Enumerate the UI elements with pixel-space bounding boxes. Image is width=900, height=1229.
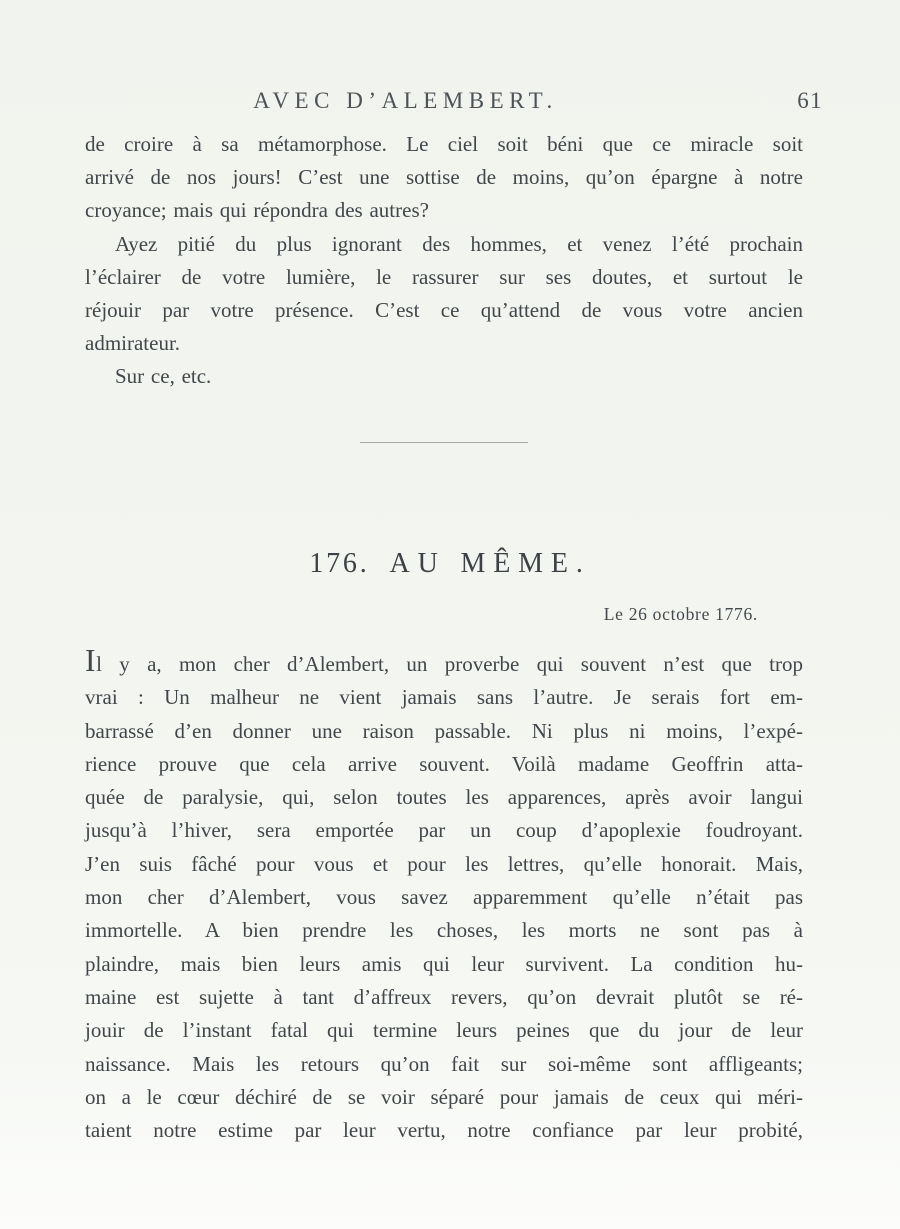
text-line: immortelle. A bien prendre les choses, les morts ne sont pas à: [85, 918, 803, 943]
text-line: jouir de l’instant fatal qui termine leurs peines que du jour de leur: [85, 1018, 803, 1043]
page-number: 61: [797, 88, 823, 113]
text-line: croyance; mais qui répondra des autres?: [85, 198, 429, 223]
letter-heading: [0, 548, 900, 580]
text-line: Il y a, mon cher d’Alembert, un proverbe qui souvent n’est que trop: [85, 643, 803, 678]
letter-date: Le 26 octobre 1776.: [603, 604, 758, 624]
running-header: [85, 88, 823, 120]
letter-number: 176.: [309, 548, 370, 579]
text-line: maine est sujette à tant d’affreux revers, qu’on devrait plutôt se ré-: [85, 984, 803, 1009]
running-header-title: AVEC D’ALEMBERT.: [253, 88, 558, 113]
text-line: naissance. Mais les retours qu’on fait sur soi-même sont affligeants;: [85, 1051, 803, 1076]
text-line: Ayez pitié du plus ignorant des hommes, et venez l’été prochain: [115, 231, 803, 256]
paragraph: [85, 228, 803, 361]
text-line: on a le cœur déchiré de se voir séparé pour jamais de ceux qui méri-: [85, 1084, 803, 1109]
text-line: plaindre, mais bien leurs amis qui leur survivent. La condition hu-: [85, 951, 803, 976]
text-line: quée de paralysie, qui, selon toutes les apparences, après avoir langui: [85, 785, 803, 810]
section-divider-rule: [360, 442, 528, 443]
text-line: jusqu’à l’hiver, sera emportée par un coup d’apoplexie foudroyant.: [85, 818, 803, 843]
text-line: barrassé d’en donner une raison passable. Ni plus ni moins, l’expé-: [85, 718, 803, 743]
paragraph: [85, 128, 803, 228]
text-line: arrivé de nos jours! C’est une sottise de moins, qu’on épargne à notre: [85, 165, 803, 190]
text-line: Sur ce, etc.: [115, 364, 212, 389]
text-line: de croire à sa métamorphose. Le ciel soit béni que ce miracle soit: [85, 132, 803, 156]
text-line: taient notre estime par leur vertu, notre confiance par leur probité,: [85, 1118, 803, 1143]
letter-title: AU MÊME.: [389, 548, 591, 579]
paragraph: [85, 643, 803, 1147]
text-line: J’en suis fâché pour vous et pour les lettres, qu’elle honorait. Mais,: [85, 851, 803, 876]
text-line: mon cher d’Alembert, vous savez apparemment qu’elle n’était pas: [85, 885, 803, 910]
paragraph: [85, 360, 803, 393]
letter-body-text: [85, 643, 803, 1147]
text-line: vrai : Un malheur ne vient jamais sans l’autre. Je serais fort em-: [85, 685, 803, 710]
previous-letter-text: [85, 128, 803, 394]
text-line: l’éclairer de votre lumière, le rassurer sur ses doutes, et surtout le: [85, 264, 803, 289]
text-line: rience prouve que cela arrive souvent. Voilà madame Geoffrin atta-: [85, 751, 803, 776]
text-line: réjouir par votre présence. C’est ce qu’attend de vous votre ancien: [85, 298, 803, 323]
text-line: admirateur.: [85, 331, 181, 356]
